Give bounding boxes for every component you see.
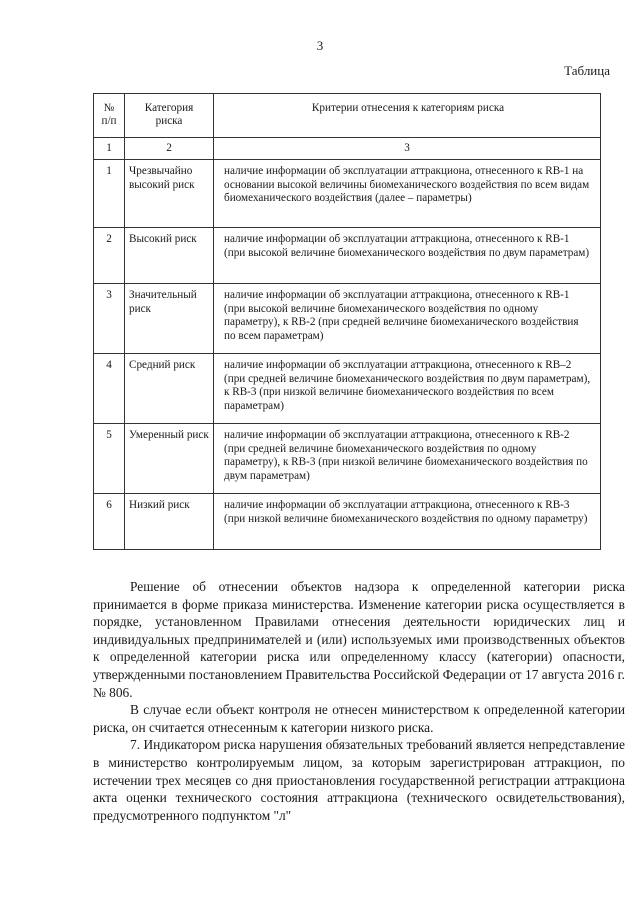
paragraph: В случае если объект контроля не отнесен министерством к определенной категории риска, он считается отнесенным к категории низкого риска.	[93, 702, 625, 735]
row-number: 6	[94, 494, 125, 550]
col-number: 3	[214, 138, 601, 160]
column-number-row	[94, 138, 601, 160]
table-caption: Таблица	[564, 63, 610, 78]
risk-criteria-table	[93, 93, 601, 550]
col-number: 1	[94, 138, 125, 160]
header-category: Категория риска	[125, 94, 214, 138]
row-criteria: наличие информации об эксплуатации аттракциона, отнесенного к RB–2 (при средней величине биомеханического воздействия по двум параметрам), к RB-3 (при низкой величине биомеханического воздействия по всем параметрам)	[214, 354, 601, 424]
table-row	[94, 228, 601, 284]
row-number: 3	[94, 284, 125, 354]
page-number: 3	[316, 38, 324, 53]
header-num: № п/п	[94, 94, 125, 138]
row-category: Умеренный риск	[125, 424, 214, 494]
table-row	[94, 424, 601, 494]
row-category: Низкий риск	[125, 494, 214, 550]
header-criteria: Критерии отнесения к категориям риска	[214, 94, 601, 138]
table-row	[94, 284, 601, 354]
row-category: Средний риск	[125, 354, 214, 424]
row-number: 4	[94, 354, 125, 424]
row-criteria: наличие информации об эксплуатации аттракциона, отнесенного к RB-2 (при средней величине биомеханического воздействия по одному параметру), к RB-3 (при низкой величине биомеханического воздействия по двум параметрам)	[214, 424, 601, 494]
row-criteria: наличие информации об эксплуатации аттракциона, отнесенного к RB-1 (при высокой величине биомеханического воздействия по одному параметру), к RB-2 (при средней величине биомеханического воздействия по всем параметрам)	[214, 284, 601, 354]
table-row	[94, 160, 601, 228]
row-criteria: наличие информации об эксплуатации аттракциона, отнесенного к RB-1 (при высокой величине биомеханического воздействия по двум параметрам)	[214, 228, 601, 284]
row-category: Значительный риск	[125, 284, 214, 354]
table-row	[94, 494, 601, 550]
col-number: 2	[125, 138, 214, 160]
row-number: 5	[94, 424, 125, 494]
row-number: 1	[94, 160, 125, 228]
body-text	[93, 578, 625, 824]
paragraph: 7. Индикатором риска нарушения обязательных требований является непредставление в министерство контролируемым лицом, за которым зарегистрирован аттракцион, по истечении трех месяцев со дня приостановления государственной регистрации аттракциона акта оценки технического состояния аттракциона (технического освидетельствования), предусмотренного подпунктом "л"	[93, 737, 625, 823]
row-number: 2	[94, 228, 125, 284]
row-category: Высокий риск	[125, 228, 214, 284]
table-row	[94, 354, 601, 424]
row-criteria: наличие информации об эксплуатации аттракциона, отнесенного к RB-3 (при низкой величине биомеханического воздействия по одному параметру)	[214, 494, 601, 550]
paragraph: Решение об отнесении объектов надзора к определенной категории риска принимается в форме приказа министерства. Изменение категории риска осуществляется в порядке, установленном Правилами отнесения деятельности юридических лиц и индивидуальных предпринимателей и (или) используемых ими производственных объектов к определенной категории риска или определенному классу (категории) опасности, утвержденными постановлением Правительства Российской Федерации от 17 августа 2016 г. № 806.	[93, 579, 625, 700]
row-criteria: наличие информации об эксплуатации аттракциона, отнесенного к RB-1 на основании высокой величины биомеханического воздействия по всем видам биомеханического воздействия (далее – параметры)	[214, 160, 601, 228]
row-category: Чрезвычайно высокий риск	[125, 160, 214, 228]
table-header-row	[94, 94, 601, 138]
